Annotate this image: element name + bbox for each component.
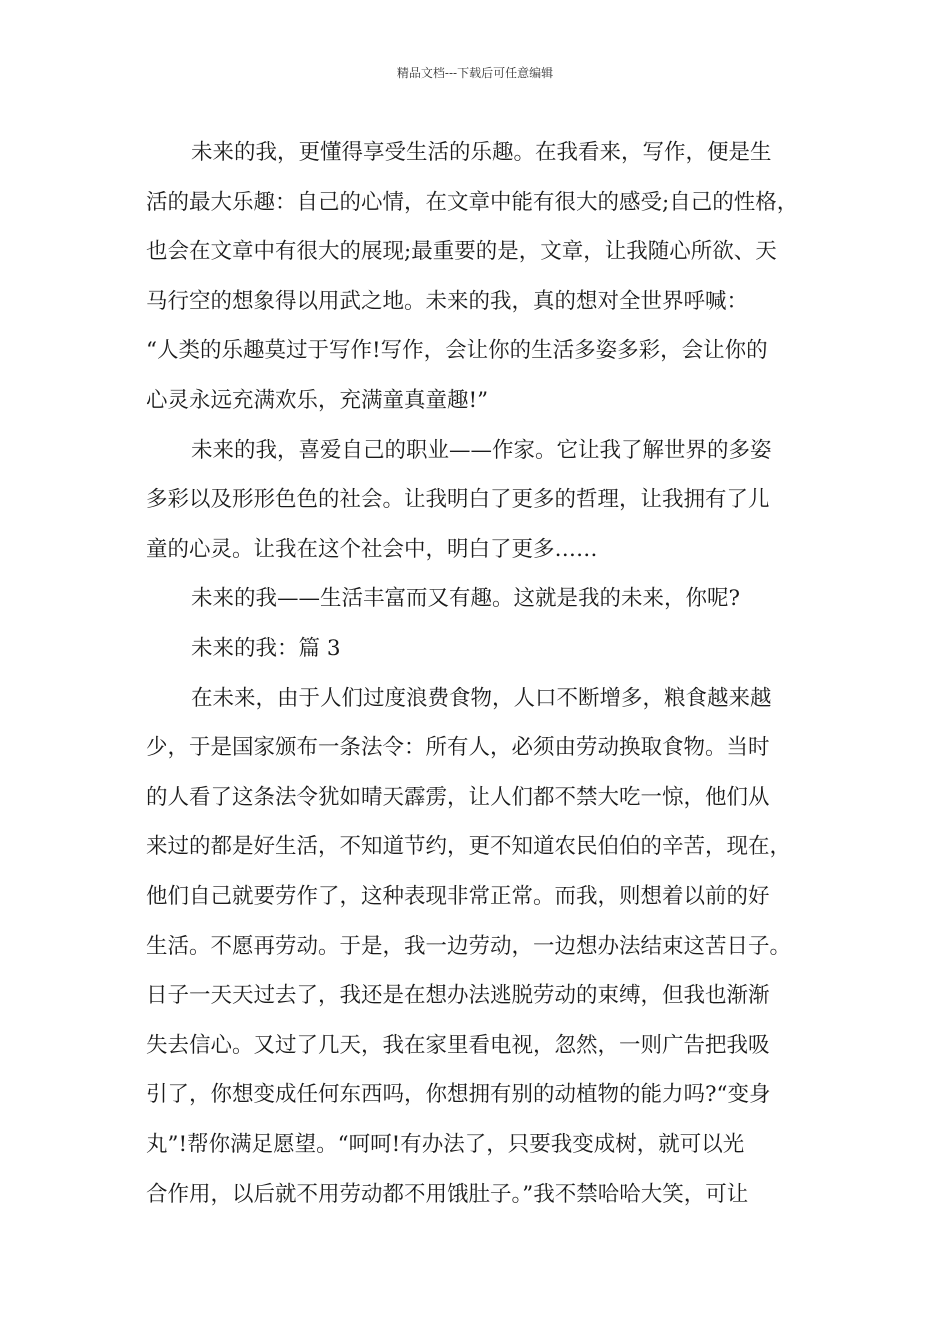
text-line: 少，于是国家颁布一条法令：所有人，必须由劳动换取食物。当时 bbox=[146, 735, 770, 761]
text-line: 未来的我：篇 3 bbox=[191, 636, 341, 661]
text-line: 马行空的想象得以用武之地。未来的我，真的想对全世界呼喊： bbox=[146, 288, 749, 314]
text-line: 童的心灵。让我在这个社会中，明白了更多…… bbox=[146, 536, 598, 562]
text-line: 在未来，由于人们过度浪费食物，人口不断增多，粮食越来越 bbox=[191, 685, 772, 711]
text-line: 引了，你想变成任何东西吗，你想拥有别的动植物的能力吗?“变身 bbox=[146, 1082, 771, 1108]
text-line: 来过的都是好生活，不知道节约，更不知道农民伯伯的辛苦，现在， bbox=[146, 834, 792, 860]
text-line: 多彩以及形形色色的社会。让我明白了更多的哲理，让我拥有了儿 bbox=[146, 487, 770, 513]
page-header: 精品文档---下载后可任意编辑 bbox=[396, 66, 554, 80]
text-line: 失去信心。又过了几天，我在家里看电视，忽然，一则广告把我吸 bbox=[146, 1032, 770, 1058]
text-line: 丸”!帮你满足愿望。“呵呵!有办法了，只要我变成树，就可以光 bbox=[146, 1132, 745, 1157]
text-line: 未来的我，喜爱自己的职业——作家。它让我了解世界的多姿 bbox=[191, 437, 772, 463]
text-line: “人类的乐趣莫过于写作!写作，会让你的生活多姿多彩，会让你的 bbox=[146, 338, 768, 364]
text-line: 未来的我——生活丰富而又有趣。这就是我的未来，你呢? bbox=[191, 586, 741, 612]
text-line: 他们自己就要劳作了，这种表现非常正常。而我，则想着以前的好 bbox=[146, 884, 770, 909]
text-line: 生活。不愿再劳动。于是，我一边劳动，一边想办法结束这苦日子。 bbox=[146, 933, 792, 959]
text-line: 的人看了这条法令犹如晴天霹雳，让人们都不禁大吃一惊，他们从 bbox=[146, 784, 770, 810]
text-line: 心灵永远充满欢乐，充满童真童趣!” bbox=[146, 388, 489, 413]
text-line: 活的最大乐趣：自己的心情，在文章中能有很大的感受;自己的性格， bbox=[146, 189, 799, 215]
text-line: 也会在文章中有很大的展现;最重要的是，文章，让我随心所欲、天 bbox=[146, 239, 777, 265]
text-line: 合作用，以后就不用劳动都不用饿肚子。”我不禁哈哈大笑，可让 bbox=[146, 1181, 749, 1207]
text-line: 未来的我，更懂得享受生活的乐趣。在我看来，写作，便是生 bbox=[191, 140, 772, 165]
text-line: 日子一天天过去了，我还是在想办法逃脱劳动的束缚，但我也渐渐 bbox=[146, 983, 770, 1009]
